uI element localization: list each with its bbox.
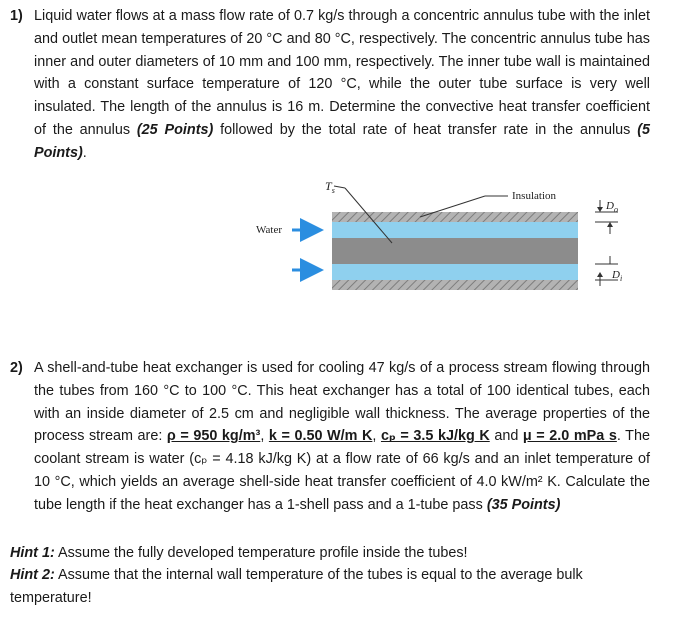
insulation-bottom [332, 280, 578, 290]
q1-text-b: followed by the total rate of heat transfer rate in the annulus [213, 121, 638, 138]
hint-2-title: Hint 2: [10, 567, 55, 584]
ts-leader-tick [334, 186, 345, 188]
di-label: $D_i$ [612, 269, 623, 283]
question-2-text [34, 357, 650, 517]
q2-specific-heat: cₚ = 3.5 kJ/kg K [380, 428, 490, 445]
question-2 [10, 357, 650, 517]
q2-sep-1: , [260, 428, 269, 445]
question-1-number: 1) [10, 8, 23, 24]
water-top [332, 222, 578, 238]
q1-text-a: Liquid water flows at a mass flow rate of 0.7 kg/s through a concentric annulus tube with the inlet and outlet mean temperatures of 20 °C and 80 °C, respectively. The concentric annulus tube has inner and outer diameters of 10 mm and 100 mm, respectively. The inner tube wall is maintained with a constant surface temperature of 120 °C, while the outer tube surface is very well insulated. The length of the annulus is 16 m. Determine the convective heat transfer coefficient of the annulus [34, 8, 650, 138]
q2-and: and [489, 428, 523, 445]
hint-2-text: Assume that the internal wall temperature of the tubes is equal to the average bulk temperature! [10, 567, 583, 606]
q1-points-a: (25 Points) [136, 121, 214, 138]
hint-1-text: Assume the fully developed temperature profile inside the tubes! [54, 545, 468, 561]
hint-1 [10, 542, 650, 564]
q1-points-b: (5 Points) [34, 121, 650, 161]
q2-viscosity: μ = 2.0 mPa s [522, 428, 617, 445]
hint-1-title: Hint 1: [10, 545, 55, 561]
hints [10, 542, 650, 609]
do-label: $D_o$ [606, 200, 618, 214]
inner-tube [332, 238, 578, 264]
water-label: Water [256, 224, 282, 236]
ts-label: $T_s$ [325, 179, 335, 195]
insulation-label: Insulation [512, 190, 556, 202]
q2-sep-2: , [372, 428, 381, 445]
q1-text-c: . [82, 144, 87, 161]
q2-conductivity: k = 0.50 W/m K [268, 428, 373, 445]
question-2-number: 2) [10, 360, 23, 376]
water-bottom [332, 264, 578, 280]
q2-text-2: . The coolant stream is water (cₚ = 4.18 kJ/kg K) at a flow rate of 66 kg/s and an inlet temperature of 10 °C, which yields an average shell-side heat transfer coefficient of 4.0 kW/m² K. Calculate the tube length if the heat exchanger has a 1-shell pass and a 1-tube pass [34, 428, 650, 513]
q2-points: (35 Points) [486, 496, 561, 513]
do-arrowhead-2 [607, 222, 613, 227]
q2-density: ρ = 950 kg/m³ [166, 428, 261, 445]
di-arrowhead-1 [597, 272, 603, 277]
hint-2 [10, 564, 650, 609]
insulation-top [332, 212, 578, 222]
q2-text-1: A shell-and-tube heat exchanger is used for cooling 47 kg/s of a process stream flowing through the tubes from 160 °C to 100 °C. This heat exchanger has a total of 100 identical tubes, each with an inside diameter of 2.5 cm and negligible wall thickness. The average properties of the process stream are: [34, 360, 650, 445]
do-arrowhead-1 [597, 207, 603, 212]
